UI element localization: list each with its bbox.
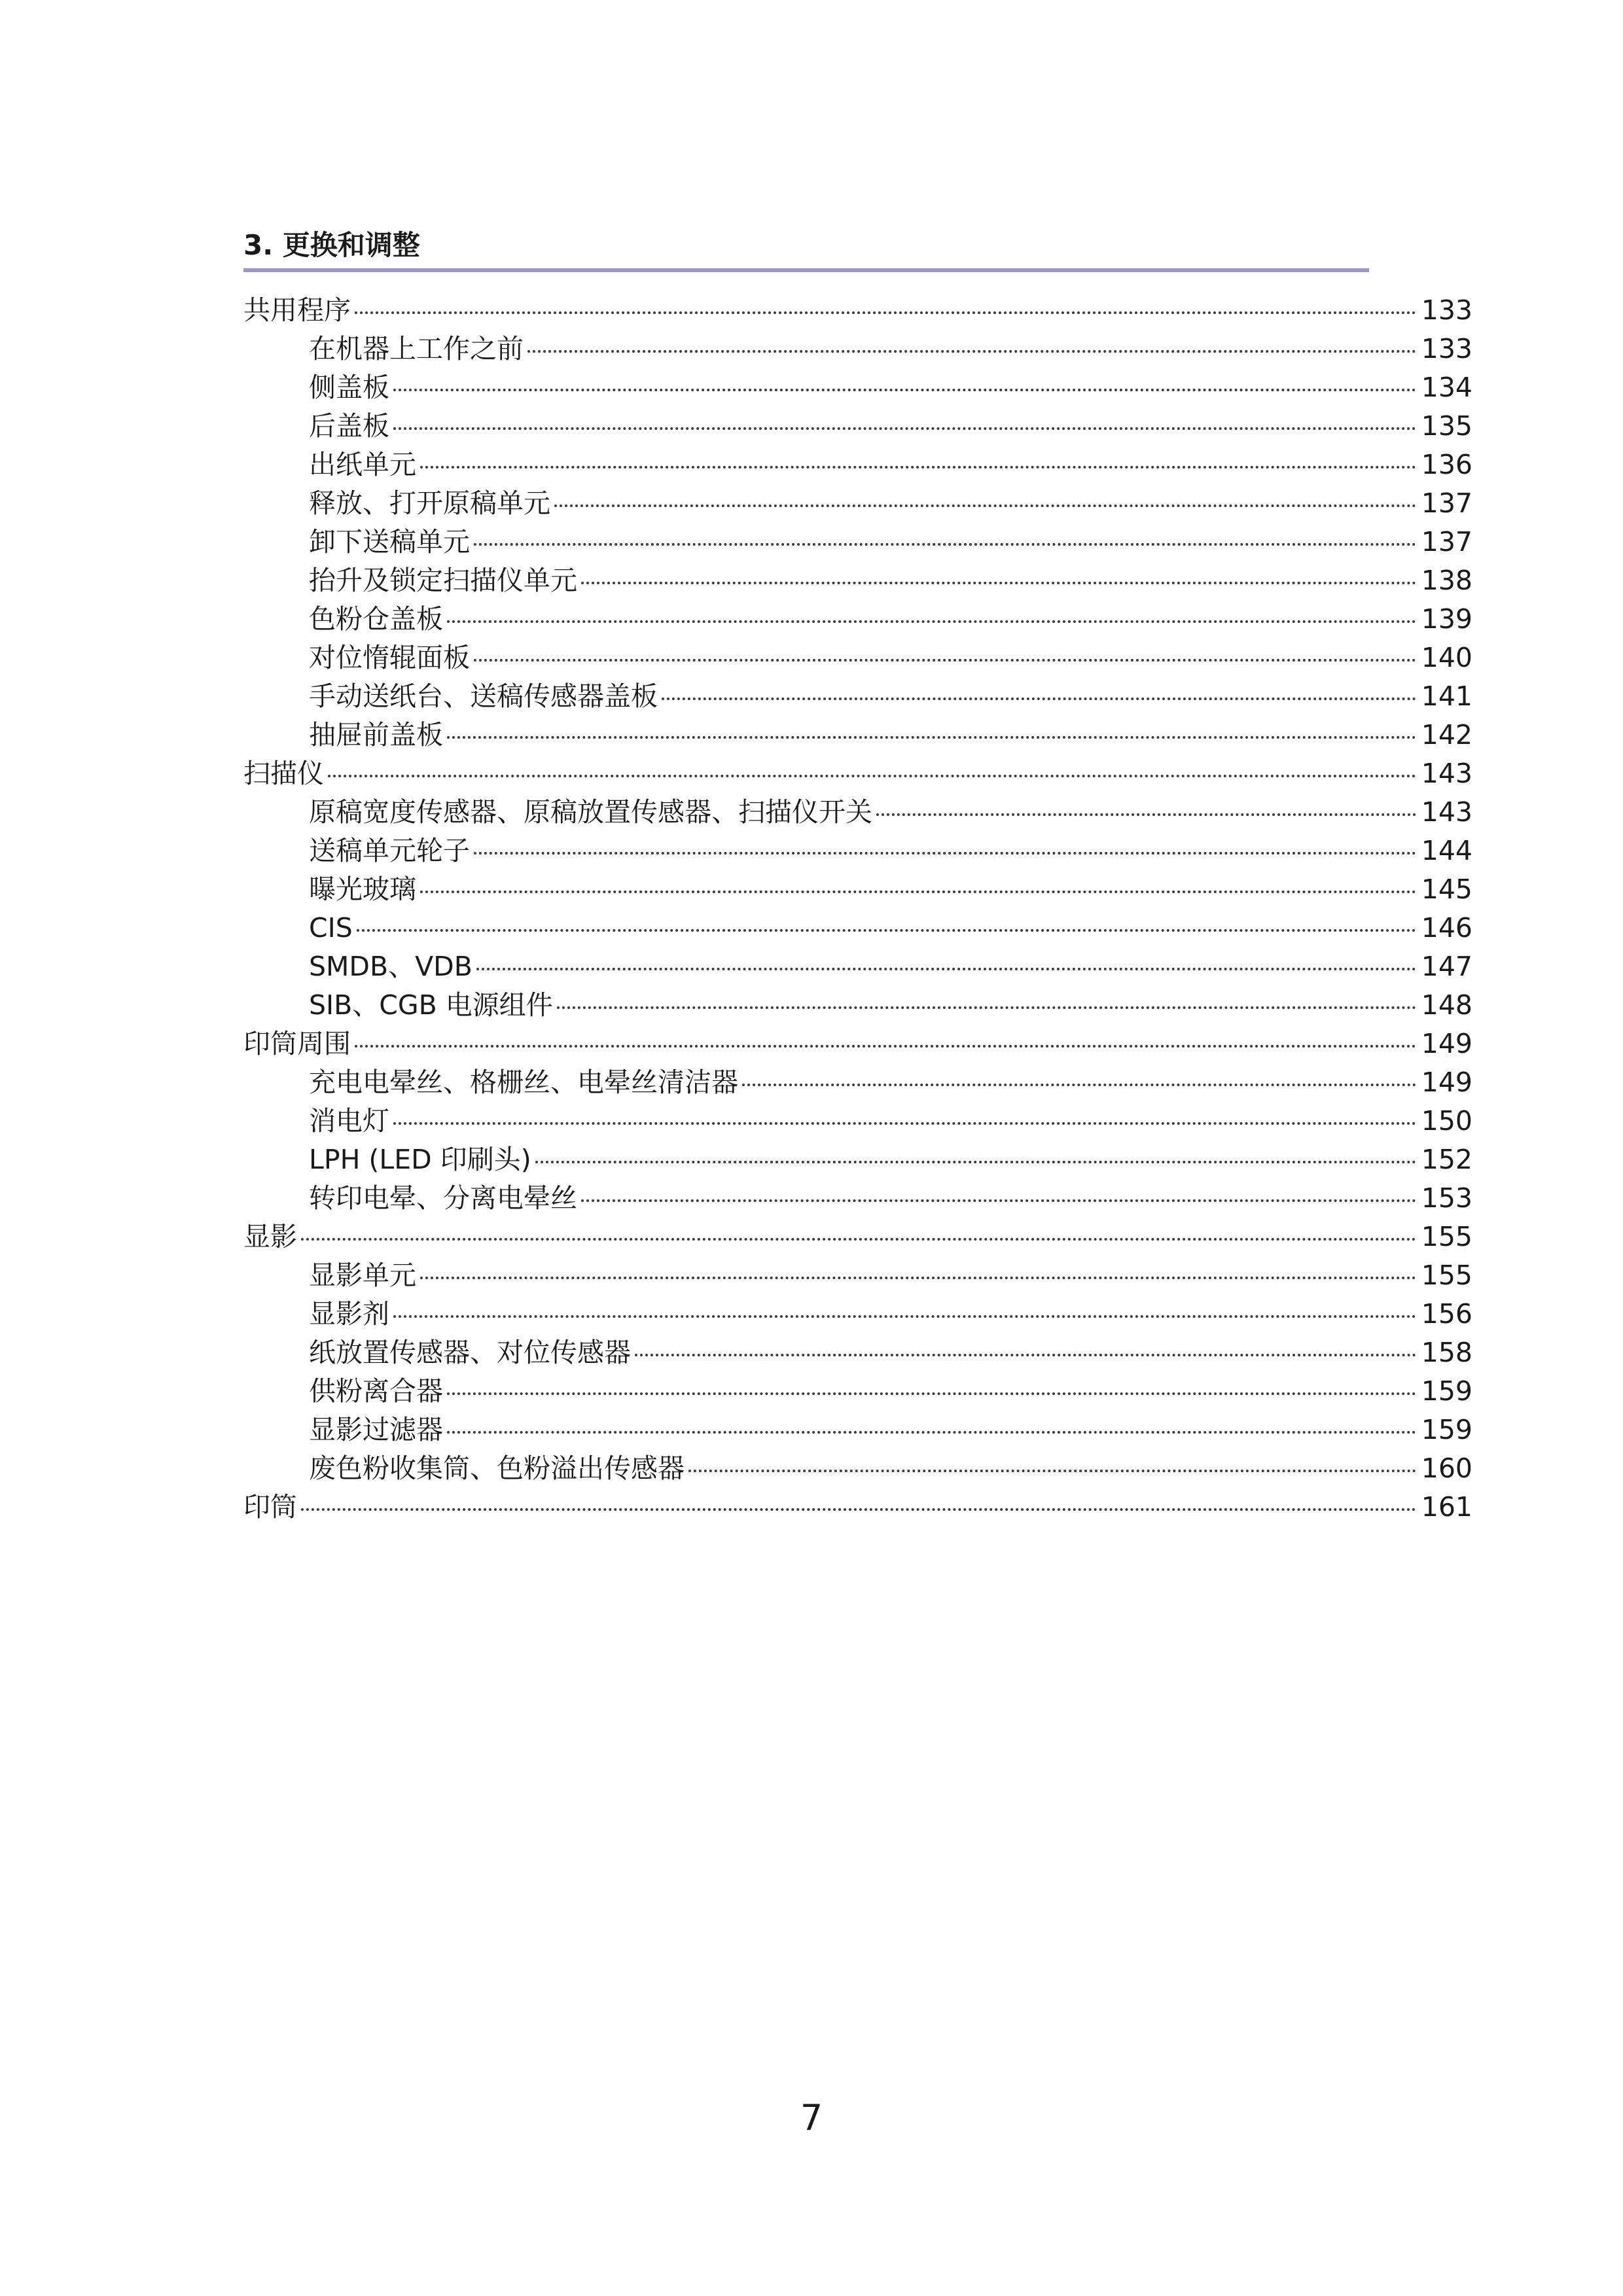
toc-entry-title: 纸放置传感器、对位传感器 [309, 1337, 631, 1368]
dot-leader [474, 659, 1416, 662]
toc-subsection-entry[interactable] [243, 1449, 1472, 1488]
toc-entry-title: 消电灯 [309, 1105, 389, 1137]
toc-entry-page: 136 [1421, 449, 1472, 480]
toc-section-entry[interactable] [243, 1218, 1472, 1256]
toc-entry-page: 160 [1421, 1453, 1472, 1484]
dot-leader [688, 1470, 1416, 1472]
dot-leader [355, 1045, 1416, 1048]
dot-leader [635, 1354, 1416, 1356]
toc-entry-title: SIB、CGB 电源组件 [309, 989, 553, 1021]
toc-entry-title: 色粉仓盖板 [309, 603, 443, 635]
dot-leader [420, 1277, 1416, 1279]
toc-entry-page: 139 [1421, 603, 1472, 635]
toc-entry-title: 后盖板 [309, 410, 389, 442]
toc-entry-title: 共用程序 [243, 294, 351, 326]
toc-entry-page: 134 [1421, 372, 1472, 403]
toc-entry-title: 印筒 [243, 1491, 297, 1523]
toc-entry-page: 138 [1421, 565, 1472, 596]
dot-leader [301, 1508, 1416, 1511]
toc-subsection-entry[interactable] [243, 716, 1472, 754]
toc-entry-page: 145 [1421, 874, 1472, 905]
toc-entry-title: 出纸单元 [309, 449, 416, 480]
dot-leader [474, 543, 1416, 546]
dot-leader [447, 1431, 1416, 1434]
toc-entry-page: 146 [1421, 912, 1472, 944]
toc-entry-title: 曝光玻璃 [309, 874, 416, 905]
toc-subsection-entry[interactable] [243, 677, 1472, 716]
toc-subsection-entry[interactable] [243, 947, 1472, 986]
toc-subsection-entry[interactable] [243, 484, 1472, 523]
dot-leader [393, 1315, 1416, 1318]
toc-entry-page: 140 [1421, 642, 1472, 673]
toc-subsection-entry[interactable] [243, 407, 1472, 446]
toc-subsection-entry[interactable] [243, 832, 1472, 870]
toc-entry-page: 133 [1421, 294, 1472, 326]
toc-entry-title: 印筒周围 [243, 1028, 351, 1059]
toc-entry-title: SMDB、VDB [309, 951, 473, 982]
toc-entry-page: 142 [1421, 719, 1472, 751]
dot-leader [581, 1199, 1416, 1202]
toc-entry-page: 161 [1421, 1491, 1472, 1523]
dot-leader [301, 1238, 1416, 1241]
toc-entry-title: 充电电晕丝、格栅丝、电晕丝清洁器 [309, 1067, 738, 1098]
toc-entry-page: 159 [1421, 1375, 1472, 1407]
dot-leader [474, 852, 1416, 855]
dot-leader [393, 427, 1416, 430]
dot-leader [393, 1122, 1416, 1125]
toc-entry-page: 143 [1421, 796, 1472, 828]
toc-subsection-entry[interactable] [243, 1140, 1472, 1179]
dot-leader [535, 1161, 1416, 1163]
toc-entry-title: 扫描仪 [243, 758, 324, 789]
toc-subsection-entry[interactable] [243, 986, 1472, 1025]
dot-leader [742, 1084, 1416, 1086]
toc-entry-title: CIS [309, 912, 353, 944]
toc-entry-page: 149 [1421, 1067, 1472, 1098]
dot-leader [557, 1006, 1416, 1009]
toc-entry-page: 155 [1421, 1260, 1472, 1291]
toc-subsection-entry[interactable] [243, 446, 1472, 484]
toc-subsection-entry[interactable] [243, 1179, 1472, 1218]
toc-entry-page: 143 [1421, 758, 1472, 789]
toc-entry-title: 转印电晕、分离电晕丝 [309, 1182, 577, 1214]
page-number: 7 [800, 2097, 823, 2138]
toc-subsection-entry[interactable] [243, 368, 1472, 407]
dot-leader [447, 736, 1416, 739]
toc-subsection-entry[interactable] [243, 600, 1472, 639]
toc-subsection-entry[interactable] [243, 1102, 1472, 1140]
toc-entry-title: 送稿单元轮子 [309, 835, 470, 866]
chapter-heading: 3. 更换和调整 [243, 229, 420, 261]
dot-leader [420, 466, 1416, 468]
toc-entry-page: 147 [1421, 951, 1472, 982]
toc-subsection-entry[interactable] [243, 1256, 1472, 1295]
toc-entry-page: 159 [1421, 1414, 1472, 1445]
toc-subsection-entry[interactable] [243, 561, 1472, 600]
toc-entry-title: LPH (LED 印刷头) [309, 1144, 531, 1175]
toc-entry-page: 144 [1421, 835, 1472, 866]
toc-section-entry[interactable] [243, 291, 1472, 330]
toc-entry-title: 卸下送稿单元 [309, 526, 470, 557]
toc-subsection-entry[interactable] [243, 523, 1472, 561]
toc-entry-page: 153 [1421, 1182, 1472, 1214]
toc-section-entry[interactable] [243, 754, 1472, 793]
toc-entry-page: 137 [1421, 487, 1472, 519]
toc-entry-title: 手动送纸台、送稿传感器盖板 [309, 680, 658, 712]
toc-subsection-entry[interactable] [243, 1063, 1472, 1102]
toc-entry-title: 显影 [243, 1221, 297, 1252]
toc-entry-title: 在机器上工作之前 [309, 333, 524, 364]
toc-entry-title: 侧盖板 [309, 372, 389, 403]
toc-subsection-entry[interactable] [243, 870, 1472, 909]
toc-entry-title: 抬升及锁定扫描仪单元 [309, 565, 577, 596]
dot-leader [328, 775, 1416, 777]
toc-entry-page: 150 [1421, 1105, 1472, 1137]
toc-entry-page: 152 [1421, 1144, 1472, 1175]
dot-leader [527, 350, 1416, 353]
toc-entry-page: 141 [1421, 680, 1472, 712]
toc-entry-title: 原稿宽度传感器、原稿放置传感器、扫描仪开关 [309, 796, 872, 828]
toc-entry-title: 显影剂 [309, 1298, 389, 1330]
dot-leader [581, 582, 1416, 584]
toc-entry-page: 137 [1421, 526, 1472, 557]
table-of-contents [243, 291, 1472, 1527]
toc-subsection-entry[interactable] [243, 639, 1472, 677]
dot-leader [393, 389, 1416, 391]
toc-entry-title: 供粉离合器 [309, 1375, 443, 1407]
toc-entry-title: 显影过滤器 [309, 1414, 443, 1445]
toc-subsection-entry[interactable] [243, 1295, 1472, 1333]
toc-entry-page: 156 [1421, 1298, 1472, 1330]
toc-entry-title: 显影单元 [309, 1260, 416, 1291]
toc-entry-title: 释放、打开原稿单元 [309, 487, 550, 519]
dot-leader [420, 891, 1416, 893]
toc-entry-page: 155 [1421, 1221, 1472, 1252]
dot-leader [447, 620, 1416, 623]
dot-leader [662, 698, 1416, 700]
toc-entry-page: 133 [1421, 333, 1472, 364]
toc-section-entry[interactable] [243, 1025, 1472, 1063]
toc-entry-page: 135 [1421, 410, 1472, 442]
toc-section-entry[interactable] [243, 1488, 1472, 1527]
toc-subsection-entry[interactable] [243, 793, 1472, 832]
dot-leader [357, 929, 1416, 932]
toc-subsection-entry[interactable] [243, 909, 1472, 947]
toc-entry-page: 149 [1421, 1028, 1472, 1059]
toc-subsection-entry[interactable] [243, 1333, 1472, 1372]
toc-entry-page: 148 [1421, 989, 1472, 1021]
dot-leader [355, 311, 1416, 314]
toc-entry-title: 对位惰辊面板 [309, 642, 470, 673]
dot-leader [447, 1392, 1416, 1395]
heading-divider [243, 268, 1369, 272]
toc-entry-page: 158 [1421, 1337, 1472, 1368]
toc-subsection-entry[interactable] [243, 330, 1472, 368]
dot-leader [876, 813, 1416, 816]
toc-entry-title: 废色粉收集筒、色粉溢出传感器 [309, 1453, 685, 1484]
dot-leader [476, 968, 1416, 970]
toc-subsection-entry[interactable] [243, 1372, 1472, 1411]
toc-entry-title: 抽屉前盖板 [309, 719, 443, 751]
dot-leader [554, 504, 1416, 507]
toc-subsection-entry[interactable] [243, 1411, 1472, 1449]
